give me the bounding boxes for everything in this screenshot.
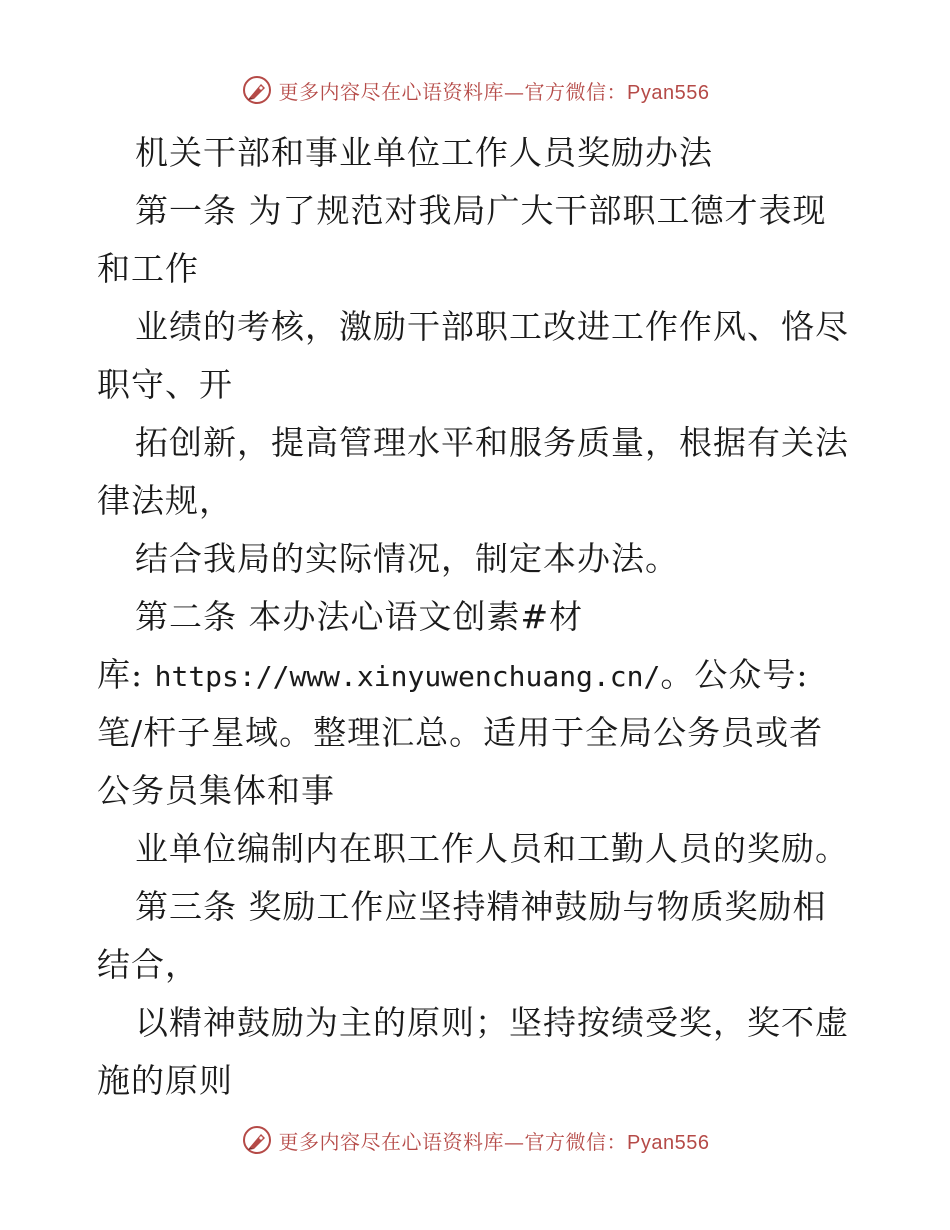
paragraph-line: 职守、开 [97, 365, 233, 404]
paragraph-line: 以精神鼓励为主的原则；坚持按绩受奖，奖不虚 [135, 1003, 849, 1042]
paragraph-line: 律法规， [97, 481, 233, 520]
watermark-handle: Pyan556 [627, 81, 710, 104]
paragraph-line: 和工作 [97, 249, 199, 288]
watermark-text: 更多内容尽在心语资料库—官方微信：Pyan556 [278, 79, 710, 104]
paragraph-line: 第二条 本办法心语文创素#材 [135, 597, 584, 636]
document-title: 机关干部和事业单位工作人员奖励办法 [135, 133, 713, 172]
paragraph-line: 第一条 为了规范对我局广大干部职工德才表现 [135, 191, 827, 230]
pen-nib-logo-icon [241, 1124, 273, 1156]
watermark-text: 更多内容尽在心语资料库—官方微信：Pyan556 [278, 1129, 710, 1154]
paragraph-line: 公务员集体和事 [97, 771, 335, 810]
paragraph-line: 结合我局的实际情况，制定本办法。 [135, 539, 679, 578]
website-link[interactable]: https://www.xinyuwenchuang.cn/ [154, 660, 661, 693]
header-watermark [0, 70, 950, 110]
pen-nib-logo-icon [241, 74, 273, 106]
paragraph-line [97, 646, 867, 704]
paragraph-line: 结合， [97, 945, 199, 984]
watermark-handle: Pyan556 [627, 1131, 710, 1154]
paragraph-line: 业单位编制内在职工作人员和工勤人员的奖励。 [135, 829, 849, 868]
paragraph-line: 施的原则 [97, 1061, 233, 1100]
paragraph-line: 第三条 奖励工作应坚持精神鼓励与物质奖励相 [135, 887, 827, 926]
wechat-label: 。公众号: [660, 655, 809, 694]
paragraph-line: 笔/杆子星域。整理汇总。适用于全局公务员或者 [97, 713, 824, 752]
paragraph-line: 拓创新，提高管理水平和服务质量，根据有关法 [135, 423, 849, 462]
paragraph-line: 业绩的考核，激励干部职工改进工作作风、恪尽 [135, 307, 849, 346]
document-body [97, 124, 867, 1110]
library-label: 库: [97, 655, 155, 694]
footer-watermark [0, 1120, 950, 1160]
